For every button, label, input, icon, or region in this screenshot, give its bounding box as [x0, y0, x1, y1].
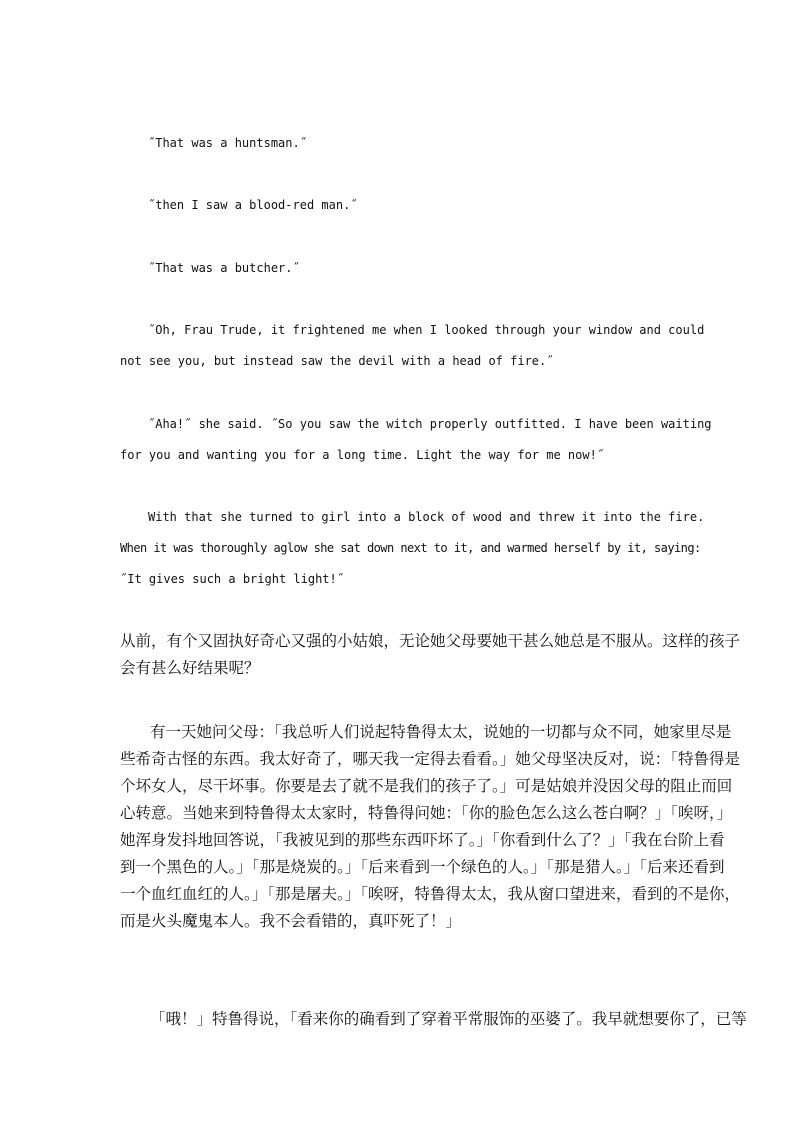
- text-line: ˝It gives such a bright light!˝: [120, 572, 344, 586]
- text-line: 一个血红血红的人。」「那是屠夫。」「唉呀，特鲁得太太，我从窗口望进来，看到的不是你，: [120, 885, 741, 903]
- text-line: ˝That was a huntsman.˝: [148, 136, 307, 150]
- text-line: ˝then I saw a blood-red man.˝: [148, 198, 358, 212]
- text-line: 她浑身发抖地回答说，「我被见到的那些东西吓坏了。」「你看到什么了？」「我在台阶上看: [120, 831, 725, 849]
- text-line: With that she turned to girl into a block of wood and threw it into the fire.: [148, 510, 705, 524]
- text-line: ˝That was a butcher.˝: [148, 261, 300, 275]
- chinese-paragraph-3: [120, 1006, 747, 1033]
- text-line: When it was thoroughly aglow she sat down next to it, and warmed herself by it, saying:: [120, 541, 701, 555]
- english-paragraph-6: [120, 502, 705, 595]
- text-line: 有一天她问父母：「我总听人们说起特鲁得太太，说她的一切都与众不同，她家里尽是: [150, 723, 732, 741]
- text-line: 而是火头魔鬼本人。我不会看错的，真吓死了！」: [120, 912, 462, 930]
- english-paragraph-1: [120, 128, 680, 159]
- text-line: 些希奇古怪的东西。我太好奇了，哪天我一定得去看看。」她父母坚决反对，说：「特鲁得是: [120, 750, 741, 768]
- text-line: 心转意。当她来到特鲁得太太家时，特鲁得问她：「你的脸色怎么这么苍白啊？」「唉呀，」: [120, 804, 733, 822]
- text-line: not see you, but instead saw the devil with a head of fire.˝: [120, 354, 554, 368]
- text-line: 从前，有个又固执好奇心又强的小姑娘，无论她父母要她干甚么她总是不服从。这样的孩子: [120, 632, 741, 650]
- text-line: ˝Aha!˝ she said. ˝So you saw the witch properly outfitted. I have been waiting: [148, 417, 712, 431]
- english-paragraph-3: [120, 253, 680, 284]
- chinese-paragraph-1: [120, 628, 741, 682]
- text-line: 「哦！」特鲁得说，「看来你的确看到了穿着平常服饰的巫婆了。我早就想要你了，已等: [150, 1010, 747, 1028]
- english-paragraph-5: [120, 409, 712, 471]
- text-line: 个坏女人，尽干坏事。你要是去了就不是我们的孩子了。」可是姑娘并没因父母的阻止而回: [120, 777, 733, 795]
- english-paragraph-4: [120, 315, 705, 377]
- text-line: 会有甚么好结果呢？: [120, 659, 260, 677]
- english-paragraph-2: [120, 190, 680, 221]
- text-line: for you and wanting you for a long time. Light the way for me now!˝: [120, 448, 605, 462]
- text-line: ˝Oh, Frau Trude, it frightened me when I looked through your window and could: [148, 323, 705, 337]
- chinese-paragraph-2: [120, 719, 741, 935]
- text-line: 到一个黑色的人。」「那是烧炭的。」「后来看到一个绿色的人。」「那是猎人。」「后来还看到: [120, 858, 725, 876]
